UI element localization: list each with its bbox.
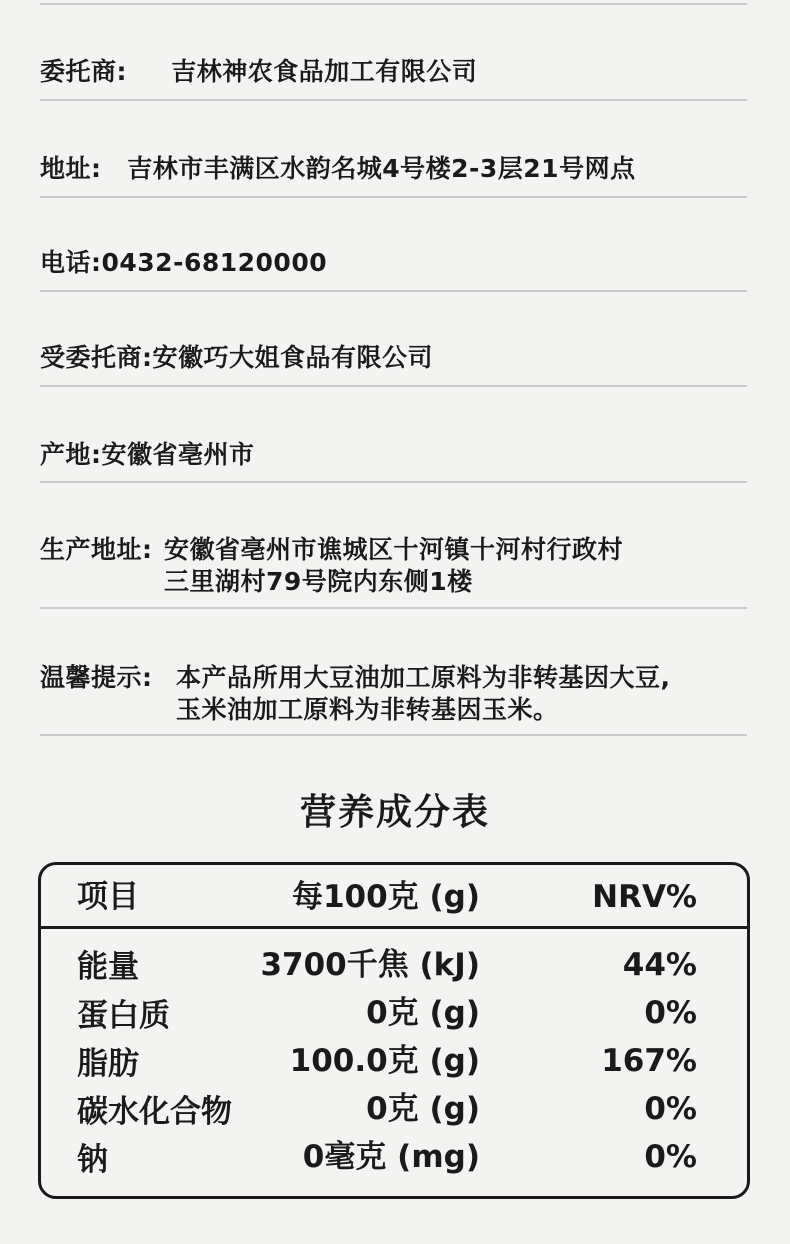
- entrust-row: [40, 56, 477, 88]
- header-item: 项目: [77, 879, 139, 915]
- divider: [40, 290, 747, 292]
- phone-row: 电话:0432-68120000: [40, 248, 328, 277]
- row-item: 钠: [77, 1142, 108, 1178]
- divider: [40, 196, 747, 198]
- row-amount: 3700千焦 (kJ): [260, 947, 480, 983]
- header-divider: [41, 926, 747, 929]
- header-amount: 每100克 (g): [291, 879, 480, 915]
- row-nrv: 167%: [601, 1043, 697, 1079]
- row-nrv: 0%: [644, 1139, 697, 1175]
- row-amount: 0克 (g): [366, 1091, 480, 1127]
- tip-label: 温馨提示:: [40, 663, 153, 692]
- header-nrv: NRV%: [592, 879, 697, 915]
- row-nrv: 0%: [644, 1091, 697, 1127]
- production-address-line-1: 安徽省亳州市谯城区十河镇十河村行政村: [164, 535, 624, 564]
- production-address-value: [164, 534, 623, 598]
- production-address-line-2: 三里湖村79号院内东侧1楼: [164, 567, 473, 596]
- entrusted-row: 受委托商:安徽巧大姐食品有限公司: [40, 343, 433, 372]
- tip-row: [40, 662, 671, 726]
- divider: [40, 385, 747, 387]
- row-item: 能量: [77, 949, 139, 985]
- address-value: 吉林市丰满区水韵名城4号楼2-3层21号网点: [127, 154, 636, 183]
- tip-line-2: 玉米油加工原料为非转基因玉米。: [176, 695, 559, 724]
- production-address-row: [40, 534, 623, 598]
- tip-value: [176, 662, 671, 726]
- row-nrv: 0%: [644, 995, 697, 1031]
- divider-top: [40, 3, 747, 5]
- divider: [40, 99, 747, 101]
- address-row: [40, 153, 636, 185]
- tip-line-1: 本产品所用大豆油加工原料为非转基因大豆,: [176, 663, 671, 692]
- nutrition-table: [38, 862, 750, 1199]
- origin-row: 产地:安徽省亳州市: [40, 440, 255, 469]
- row-amount: 0毫克 (mg): [302, 1139, 480, 1175]
- row-nrv: 44%: [622, 947, 697, 983]
- entrust-label: 委托商:: [40, 57, 127, 86]
- divider: [40, 607, 747, 609]
- row-item: 碳水化合物: [77, 1094, 232, 1130]
- row-amount: 100.0克 (g): [289, 1043, 480, 1079]
- divider: [40, 481, 747, 483]
- row-item: 脂肪: [77, 1046, 139, 1082]
- production-address-label: 生产地址:: [40, 535, 153, 564]
- divider: [40, 734, 747, 736]
- row-amount: 0克 (g): [366, 995, 480, 1031]
- entrust-value: 吉林神农食品加工有限公司: [171, 57, 478, 86]
- address-label: 地址:: [40, 154, 102, 183]
- row-item: 蛋白质: [77, 998, 170, 1034]
- nutrition-title: 营养成分表: [299, 792, 490, 833]
